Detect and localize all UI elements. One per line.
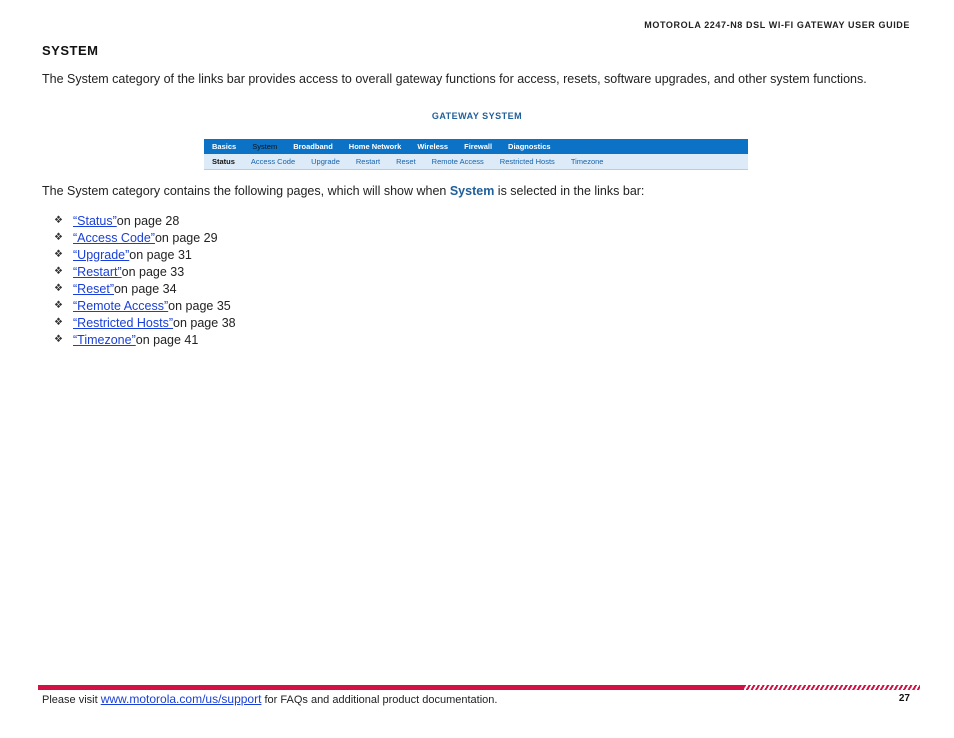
link-timezone[interactable]: “Timezone” bbox=[73, 332, 136, 347]
tab-diagnostics: Diagnostics bbox=[508, 142, 551, 151]
footer-before: Please visit bbox=[42, 694, 101, 706]
tab-basics: Basics bbox=[212, 142, 237, 151]
tab-firewall: Firewall bbox=[464, 142, 493, 151]
page-number: 27 bbox=[898, 693, 910, 704]
subtab-remote-access: Remote Access bbox=[431, 157, 484, 166]
link-upgrade[interactable]: “Upgrade” bbox=[73, 247, 130, 262]
footer-after: for FAQs and additional product documentation. bbox=[261, 694, 498, 706]
tab-wireless: Wireless bbox=[417, 142, 449, 151]
sub-nav-bar bbox=[204, 154, 748, 170]
subtab-status: Status bbox=[212, 157, 235, 166]
list-item bbox=[54, 246, 236, 263]
list-item bbox=[54, 297, 236, 314]
list-item bbox=[54, 229, 236, 246]
link-access-code[interactable]: “Access Code” bbox=[73, 230, 155, 245]
bullet-icon: ❖ bbox=[54, 249, 63, 260]
tab-broadband: Broadband bbox=[293, 142, 333, 151]
figure-caption: GATEWAY SYSTEM bbox=[431, 111, 523, 121]
pages-intro-before: The System category contains the following pages, which will show when bbox=[42, 184, 450, 198]
page-ref: on page 28 bbox=[116, 213, 180, 228]
subtab-reset: Reset bbox=[396, 157, 416, 166]
page-ref: on page 35 bbox=[168, 298, 231, 313]
system-keyword: System bbox=[449, 184, 495, 198]
page-ref: on page 31 bbox=[129, 247, 192, 262]
bullet-icon: ❖ bbox=[54, 300, 63, 311]
subtab-restricted-hosts: Restricted Hosts bbox=[499, 157, 555, 166]
footer-divider-solid bbox=[38, 685, 744, 690]
page-ref: on page 33 bbox=[121, 264, 185, 279]
bullet-icon: ❖ bbox=[54, 215, 63, 226]
intro-paragraph: The System category of the links bar provides access to overall gateway functions for access, resets, software upgrades, and other system functions. bbox=[42, 72, 867, 86]
list-item bbox=[54, 314, 236, 331]
footer-divider-hatch bbox=[744, 685, 920, 690]
page-ref: on page 41 bbox=[135, 332, 199, 347]
tab-home-network: Home Network bbox=[348, 142, 402, 151]
page-ref: on page 34 bbox=[113, 281, 177, 296]
page-ref: on page 38 bbox=[173, 315, 236, 330]
page-list bbox=[54, 212, 236, 348]
support-link[interactable]: www.motorola.com/us/support bbox=[100, 692, 262, 706]
subtab-restart: Restart bbox=[355, 157, 381, 166]
footer-divider bbox=[38, 685, 920, 690]
bullet-icon: ❖ bbox=[54, 334, 63, 345]
tab-system: System bbox=[252, 142, 278, 151]
guide-title: MOTOROLA 2247-N8 DSL WI-FI GATEWAY USER GUIDE bbox=[644, 20, 910, 30]
link-restricted-hosts[interactable]: “Restricted Hosts” bbox=[73, 315, 174, 330]
bullet-icon: ❖ bbox=[54, 232, 63, 243]
subtab-timezone: Timezone bbox=[570, 157, 604, 166]
top-nav-bar bbox=[204, 139, 748, 154]
page-ref: on page 29 bbox=[154, 230, 218, 245]
bullet-icon: ❖ bbox=[54, 266, 63, 277]
list-item bbox=[54, 212, 236, 229]
pages-intro bbox=[42, 184, 644, 198]
footer-note bbox=[42, 692, 497, 706]
bullet-icon: ❖ bbox=[54, 283, 63, 294]
list-item bbox=[54, 331, 236, 348]
link-remote-access[interactable]: “Remote Access” bbox=[73, 298, 169, 313]
subtab-access-code: Access Code bbox=[250, 157, 296, 166]
pages-intro-after: is selected in the links bar: bbox=[494, 184, 645, 198]
link-status[interactable]: “Status” bbox=[73, 213, 117, 228]
subtab-upgrade: Upgrade bbox=[311, 157, 340, 166]
link-restart[interactable]: “Restart” bbox=[73, 264, 122, 279]
list-item bbox=[54, 280, 236, 297]
bullet-icon: ❖ bbox=[54, 317, 63, 328]
link-reset[interactable]: “Reset” bbox=[73, 281, 114, 296]
section-heading: SYSTEM bbox=[42, 43, 99, 58]
list-item bbox=[54, 263, 236, 280]
links-bar-figure bbox=[204, 139, 748, 170]
